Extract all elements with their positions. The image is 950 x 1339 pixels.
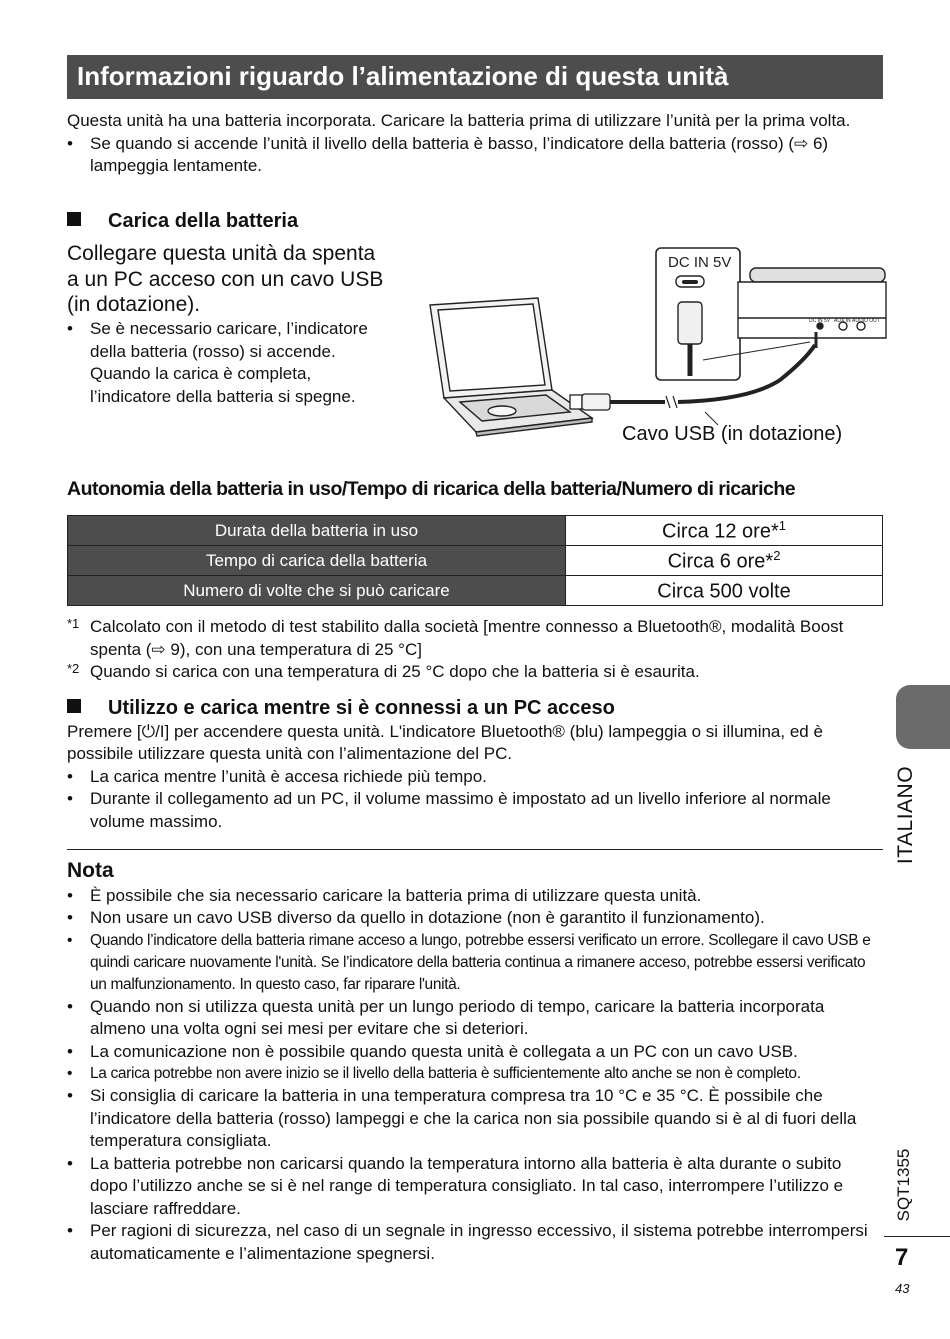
spec-label: Durata della batteria in uso	[68, 516, 566, 546]
charging-lead: Collegare questa unità da spenta a un PC acceso con un cavo USB (in dotazione).	[67, 242, 384, 316]
intro-section	[67, 110, 883, 178]
unit-label-aux: AUX IN	[834, 318, 851, 324]
page-number: 7	[895, 1244, 909, 1271]
spec-label: Numero di volte che si può caricare	[68, 576, 566, 606]
pc-use-bullet: • Durante il collegamento ad un PC, il volume massimo è impostato ad un livello inferiore al normale volume massimo.	[67, 788, 883, 833]
pc-use-heading: Utilizzo e carica mentre si è connessi a un PC acceso	[67, 697, 883, 720]
footnote	[67, 616, 883, 661]
port-label: DC IN 5V	[668, 254, 732, 271]
pc-use-text: Premere [⏻/I] per accendere questa unità. L'indicatore Bluetooth® (blu) lampeggia o si illumina, ed è possibile utilizzare questa unità con l’alimentazione del PC.	[67, 721, 823, 763]
spec-value: Circa 6 ore*$^2$	[566, 546, 883, 576]
note-bullet: • Quando l’indicatore della batteria rimane acceso a lungo, potrebbe essersi verificato un errore. Scollegare il cavo USB e quindi caricare nuovamente l'unità. Se l’indicatore della batteria continua a rimanere acceso, potrebbe essersi verificato un malfunzionamento. In questo caso, far riparare l'unità.	[67, 930, 883, 996]
spec-value: Circa 12 ore*$^1$	[566, 516, 883, 546]
unit-label-dcin: DC IN 5V	[809, 318, 831, 324]
footnote-text: Quando si carica con una temperatura di 25 °C dopo che la batteria si è esaurita.	[90, 662, 700, 681]
speaker-unit-icon	[738, 268, 886, 348]
section-square-icon	[67, 699, 81, 713]
spec-label: Tempo di carica della batteria	[68, 546, 566, 576]
page-sub-number: 43	[895, 1281, 910, 1296]
intro-bullet: • Se quando si accende l’unità il livello della batteria è basso, l’indicatore della batteria (rosso) (⇨ 6) lampeggia lentamente.	[67, 133, 883, 178]
footnote-mark: *1	[67, 616, 80, 631]
page-title: Informazioni riguardo l’alimentazione di questa unità	[77, 61, 729, 91]
spec-value: Circa 500 volte	[566, 576, 883, 606]
pc-use-bullet: • La carica mentre l’unità è accesa richiede più tempo.	[67, 766, 883, 789]
charging-heading: Carica della batteria	[67, 210, 298, 233]
note-list	[67, 885, 883, 1266]
note-bullet: • La comunicazione non è possibile quando questa unità è collegata a un PC con un cavo USB.	[67, 1041, 883, 1064]
pc-use-section	[67, 697, 883, 833]
note-bullet: • La carica potrebbe non avere inizio se il livello della batteria è sufficientemente alto anche se non è completo.	[67, 1063, 883, 1085]
language-tab	[896, 685, 950, 749]
model-divider	[884, 1236, 950, 1237]
note-bullet: • Si consiglia di caricare la batteria in una temperatura compresa tra 10 °C e 35 °C. È possibile che l’indicatore della batteria (rosso) lampeggi e che la carica non sia possibile quando si è al di fuori della temperatura consigliata.	[67, 1085, 883, 1153]
footnote-mark: *2	[67, 661, 80, 676]
laptop-icon	[430, 298, 592, 436]
autonomy-heading: Autonomia della batteria in uso/Tempo di ricarica della batteria/Numero di ricariche	[67, 478, 796, 500]
note-title: Nota	[67, 859, 114, 882]
charging-note	[67, 318, 392, 408]
table-row	[68, 576, 883, 606]
note-bullet: • Non usare un cavo USB diverso da quello in dotazione (non è garantito il funzionamento).	[67, 907, 883, 930]
language-label: ITALIANO	[894, 765, 917, 865]
cable-label: Cavo USB (in dotazione)	[622, 423, 843, 445]
footnote	[67, 661, 883, 684]
usb-charging-illustration	[420, 240, 890, 455]
table-row	[68, 516, 883, 546]
battery-spec-table	[67, 515, 883, 606]
note-section	[67, 860, 883, 1265]
footnote-text: Calcolato con il metodo di test stabilito dalla società [mentre connesso a Bluetooth®, modalità Boost spenta (⇨ 9), con una temperatura di 25 °C]	[90, 617, 844, 659]
model-number: SQT1355	[894, 1148, 913, 1222]
unit-label-audio: AUDIO OUT	[852, 318, 880, 324]
footnotes	[67, 616, 883, 684]
section-square-icon	[67, 212, 81, 226]
section-divider	[67, 849, 883, 850]
table-row	[68, 546, 883, 576]
note-bullet: • Quando non si utilizza questa unità per un lungo periodo di tempo, caricare la batteria incorporata almeno una volta ogni sei mesi per evitare che si deteriori.	[67, 996, 883, 1041]
note-bullet: • È possibile che sia necessario caricare la batteria prima di utilizzare questa unità.	[67, 885, 883, 908]
note-bullet: • La batteria potrebbe non caricarsi quando la temperatura intorno alla batteria è alta durante o subito dopo l’utilizzo anche se si è nel range di temperatura consigliato. In tal caso, interrompere l’utilizzo e lasciare raffreddare.	[67, 1153, 883, 1221]
page-title-bar	[67, 55, 883, 99]
intro-text: Questa unità ha una batteria incorporata. Caricare la batteria prima di utilizzare l’unità per la prima volta.	[67, 111, 851, 130]
charging-bullet: • Se è necessario caricare, l’indicatore della batteria (rosso) si accende. Quando la carica è completa, l’indicatore della batteria si spegne.	[67, 318, 392, 408]
note-bullet: • Per ragioni di sicurezza, nel caso di un segnale in ingresso eccessivo, il sistema potrebbe interrompersi automaticamente e l’alimentazione spegnersi.	[67, 1220, 883, 1265]
